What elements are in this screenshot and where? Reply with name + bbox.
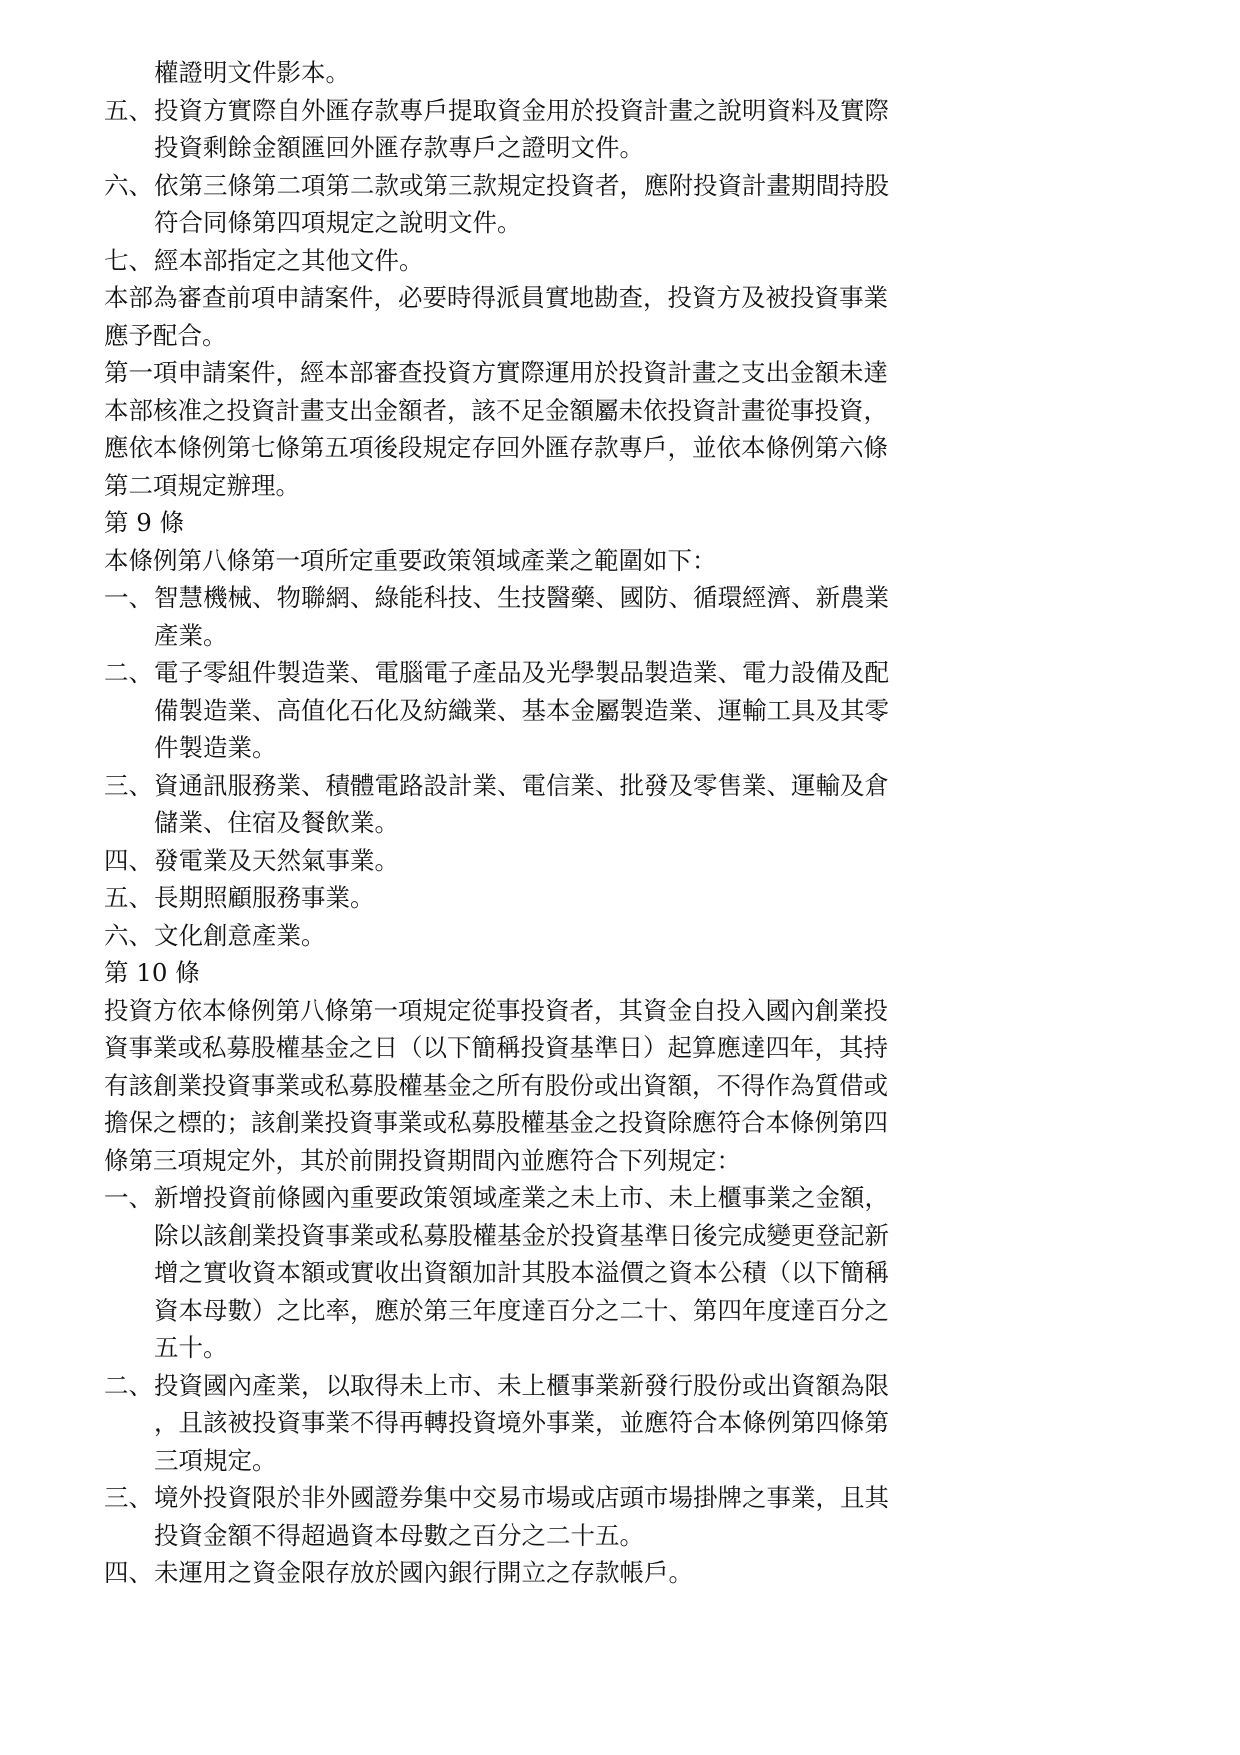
- list-item: [104, 767, 924, 842]
- list-item: [104, 917, 924, 955]
- regulation-text: [104, 54, 924, 1592]
- item-marker: 五、: [104, 883, 153, 912]
- item-marker: 一、: [104, 583, 153, 612]
- list-item: [104, 92, 924, 167]
- item-line: 投資方實際自外匯存款專戶提取資金用於投資計畫之說明資料及實際: [154, 95, 889, 125]
- list-item: [104, 654, 924, 767]
- item-line: 電子零組件製造業、電腦電子產品及光學製品製造業、電力設備及配: [154, 658, 889, 687]
- item-line: 件製造業。: [154, 733, 277, 762]
- item-marker: 六、: [104, 170, 153, 200]
- item-line: 新增投資前條國內重要政策領域產業之未上市、未上櫃事業之金額，: [154, 1183, 889, 1212]
- item-marker: 七、: [104, 245, 153, 275]
- paragraph-line: 第二項規定辦理。: [104, 470, 300, 500]
- item-line: 儲業、住宿及餐飲業。: [154, 808, 399, 837]
- item-line: 未運用之資金限存放於國內銀行開立之存款帳戶。: [154, 1558, 693, 1587]
- list-item: [104, 842, 924, 880]
- paragraph: [104, 992, 924, 1180]
- paragraph: [104, 279, 924, 354]
- paragraph-line: 資事業或私募股權基金之日（以下簡稱投資基準日）起算應達四年，其持: [104, 1033, 888, 1062]
- list-item: [104, 1367, 924, 1480]
- paragraph-line: 應予配合。: [104, 320, 227, 350]
- paragraph-line: 應依本條例第七條第五項後段規定存回外匯存款專戶，並依本條例第六條: [104, 433, 888, 462]
- item-line: 文化創意產業。: [154, 920, 326, 950]
- paragraph: [104, 354, 924, 504]
- paragraph-line: 第一項申請案件，經本部審查投資方實際運用於投資計畫之支出金額未達: [104, 358, 888, 387]
- list-item: [104, 167, 924, 242]
- item-marker: 四、: [104, 1558, 153, 1587]
- paragraph-line: 有該創業投資事業或私募股權基金之所有股份或出資額，不得作為質借或: [104, 1070, 888, 1100]
- item-line: 資本母數）之比率，應於第三年度達百分之二十、第四年度達百分之: [154, 1295, 889, 1325]
- list-item: [104, 242, 924, 280]
- item-line: 增之實收資本額或實收出資額加計其股本溢價之資本公積（以下簡稱: [154, 1258, 889, 1287]
- list-item: [104, 1554, 924, 1592]
- item-line: 經本部指定之其他文件。: [154, 245, 424, 275]
- item-line: 境外投資限於非外國證券集中交易市場或店頭市場掛牌之事業，且其: [154, 1483, 889, 1512]
- item-line: 符合同條第四項規定之說明文件。: [154, 208, 522, 237]
- item-marker: 四、: [104, 845, 153, 875]
- item-line: 依第三條第二項第二款或第三款規定投資者，應附投資計畫期間持股: [154, 170, 889, 200]
- continued-line: 權證明文件影本。: [154, 58, 350, 87]
- item-marker: 六、: [104, 920, 153, 950]
- item-line: 資通訊服務業、積體電路設計業、電信業、批發及零售業、運輸及倉: [154, 770, 889, 800]
- item-line: 備製造業、高值化石化及紡織業、基本金屬製造業、運輸工具及其零: [154, 695, 889, 725]
- item-line: 發電業及天然氣事業。: [154, 845, 399, 875]
- list-item: [104, 579, 924, 654]
- paragraph-line: 本部核准之投資計畫支出金額者，該不足金額屬未依投資計畫從事投資，: [104, 395, 888, 425]
- article-heading: 第 10 條: [104, 958, 200, 987]
- item-marker: 三、: [104, 770, 153, 800]
- list-item: [104, 1479, 924, 1554]
- item-marker: 一、: [104, 1183, 153, 1212]
- article-heading: 第 9 條: [104, 508, 185, 537]
- paragraph-line: 投資方依本條例第八條第一項規定從事投資者，其資金自投入國內創業投: [104, 995, 888, 1025]
- item-line: 投資金額不得超過資本母數之百分之二十五。: [154, 1520, 644, 1550]
- paragraph-line: 本部為審查前項申請案件，必要時得派員實地勘查，投資方及被投資事業: [104, 283, 888, 312]
- paragraph-line: 本條例第八條第一項所定重要政策領域產業之範圍如下：: [104, 545, 717, 575]
- item-line: 產業。: [154, 620, 228, 650]
- item-marker: 二、: [104, 1370, 153, 1400]
- item-line: 五十。: [154, 1333, 228, 1362]
- item-line: 三項規定。: [154, 1445, 277, 1475]
- paragraph-line: 擔保之標的；該創業投資事業或私募股權基金之投資除應符合本條例第四: [104, 1108, 888, 1137]
- item-marker: 二、: [104, 658, 153, 687]
- item-line: 投資剩餘金額匯回外匯存款專戶之證明文件。: [154, 133, 644, 162]
- item-line: 投資國內產業，以取得未上市、未上櫃事業新發行股份或出資額為限: [154, 1370, 889, 1400]
- item-line: 長期照顧服務事業。: [154, 883, 375, 912]
- item-line: 智慧機械、物聯網、綠能科技、生技醫藥、國防、循環經濟、新農業: [154, 583, 889, 612]
- item-marker: 三、: [104, 1483, 153, 1512]
- list-item: [104, 879, 924, 917]
- paragraph-line: 條第三項規定外，其於前開投資期間內並應符合下列規定：: [104, 1145, 741, 1175]
- item-line: 除以該創業投資事業或私募股權基金於投資基準日後完成變更登記新: [154, 1220, 889, 1250]
- list-item: [104, 1179, 924, 1367]
- item-marker: 五、: [104, 95, 153, 125]
- item-line: ，且該被投資事業不得再轉投資境外事業，並應符合本條例第四條第: [154, 1408, 889, 1437]
